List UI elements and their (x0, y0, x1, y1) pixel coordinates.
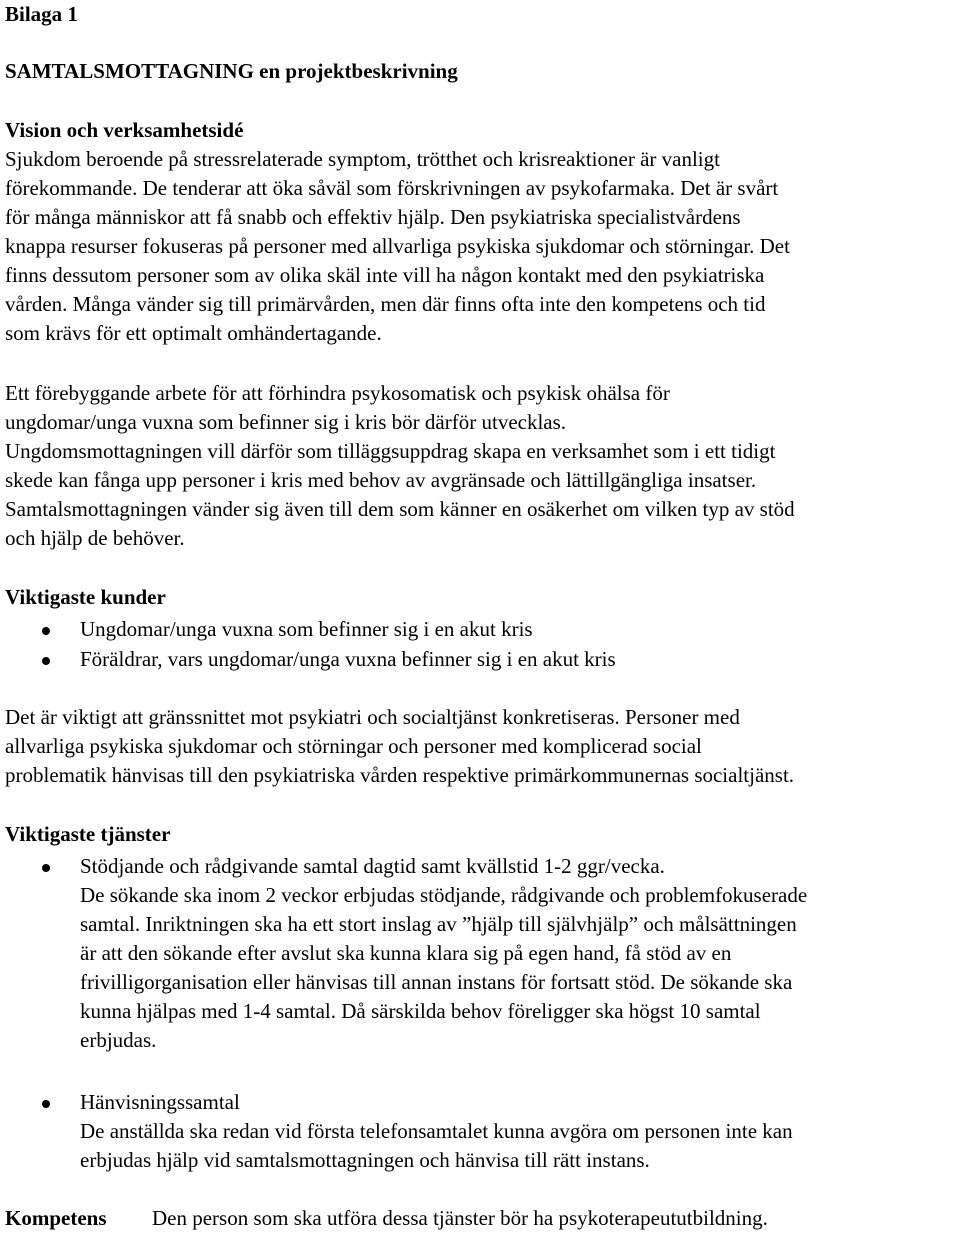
tjanster-bullet: Stödjande och rådgivande samtal dagtid samt kvällstid 1-2 ggr/vecka. (80, 854, 665, 878)
vision-line: för många människor att få snabb och effektiv hjälp. Den psykiatriska specialistvårdens (5, 205, 741, 229)
vision-line: som krävs för ett optimalt omhändertagande. (5, 321, 382, 345)
vision-paragraph-line: Ungdomsmottagningen vill därför som tilläggsuppdrag skapa en verksamhet som i ett tidigt (5, 439, 776, 463)
tjanster-line: samtal. Inriktningen ska ha ett stort inslag av ”hjälp till självhjälp” och målsättningen (80, 912, 797, 936)
tjanster-line: är att den sökande efter avslut ska kunna klara sig på egen hand, få stöd av en (80, 941, 732, 965)
kompetens-text: Den person som ska utföra dessa tjänster bör ha psykoterapeututbildning. (152, 1206, 768, 1230)
vision-line: knappa resurser fokuseras på personer med allvarliga psykiska sjukdomar och störningar. Det (5, 234, 790, 258)
kunder-line: problematik hänvisas till den psykiatriska vården respektive primärkommunernas socialtjänst. (5, 763, 795, 787)
bilaga-label: Bilaga 1 (5, 2, 78, 26)
kunder-heading: Viktigaste kunder (5, 585, 166, 609)
kunder-bullet: Föräldrar, vars ungdomar/unga vuxna befinner sig i en akut kris (80, 647, 616, 671)
kunder-line: Det är viktigt att gränssnittet mot psykiatri och socialtjänst konkretiseras. Personer med (5, 705, 740, 729)
vision-heading: Vision och verksamhetsidé (5, 118, 244, 142)
tjanster-line: erbjudas. (80, 1028, 157, 1052)
vision-line: vården. Många vänder sig till primärvården, men där finns ofta inte den kompetens och tid (5, 292, 766, 316)
tjanster-line: De anställda ska redan vid första telefonsamtalet kunna avgöra om personen inte kan (80, 1119, 793, 1143)
bullet-icon (42, 657, 50, 665)
kompetens-label: Kompetens (5, 1206, 107, 1230)
bullet-icon (42, 1100, 50, 1108)
tjanster-line: kunna hjälpas med 1-4 samtal. Då särskilda behov föreligger ska högst 10 samtal (80, 999, 761, 1023)
tjanster-heading: Viktigaste tjänster (5, 822, 171, 846)
vision-line: förekommande. De tenderar att öka såväl som förskrivningen av psykofarmaka. Det är svårt (5, 176, 779, 200)
vision-paragraph-line: skede kan fånga upp personer i kris med behov av avgränsade och lättillgängliga insatser. (5, 468, 757, 492)
vision-paragraph-line: ungdomar/unga vuxna som befinner sig i kris bör därför utvecklas. (5, 410, 567, 434)
vision-paragraph-line: Ett förebyggande arbete för att förhindra psykosomatisk och psykisk ohälsa för (5, 381, 670, 405)
tjanster-bullet: Hänvisningssamtal (80, 1090, 240, 1114)
tjanster-line: frivilligorganisation eller hänvisas till annan instans för fortsatt stöd. De sökande ska (80, 970, 793, 994)
vision-paragraph-line: Samtalsmottagningen vänder sig även till dem som känner en osäkerhet om vilken typ av stöd (5, 497, 795, 521)
tjanster-line: De sökande ska inom 2 veckor erbjudas stödjande, rådgivande och problemfokuserade (80, 883, 808, 907)
vision-line: Sjukdom beroende på stressrelaterade symptom, trötthet och krisreaktioner är vanligt (5, 147, 720, 171)
kunder-line: allvarliga psykiska sjukdomar och störningar och personer med komplicerad social (5, 734, 702, 758)
bullet-icon (42, 627, 50, 635)
document-title: SAMTALSMOTTAGNING en projektbeskrivning (5, 59, 458, 83)
bullet-icon (42, 864, 50, 872)
tjanster-line: erbjudas hjälp vid samtalsmottagningen och hänvisa till rätt instans. (80, 1148, 650, 1172)
vision-line: finns dessutom personer som av olika skäl inte vill ha någon kontakt med den psykiatriska (5, 263, 765, 287)
kunder-bullet: Ungdomar/unga vuxna som befinner sig i en akut kris (80, 617, 533, 641)
vision-paragraph-line: och hjälp de behöver. (5, 526, 185, 550)
